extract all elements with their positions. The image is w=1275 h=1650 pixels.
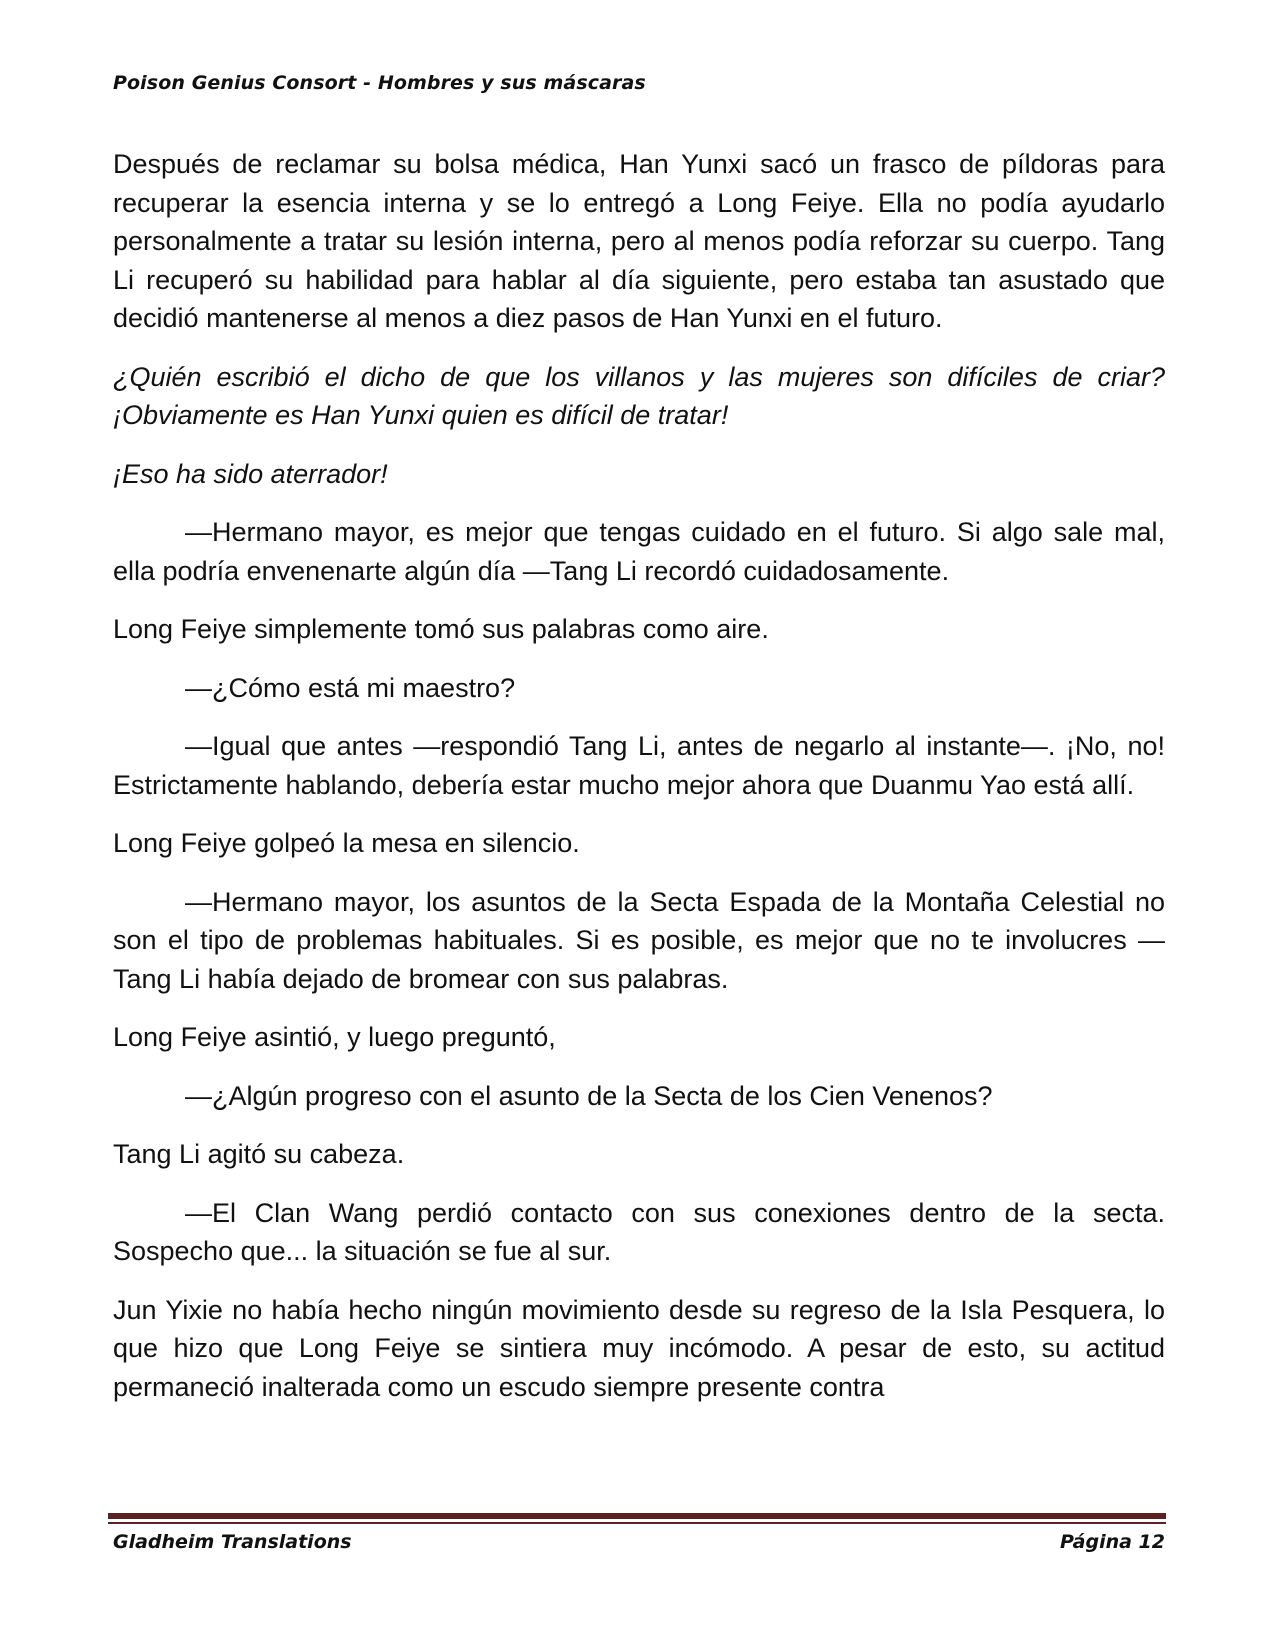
paragraph: —¿Cómo está mi maestro? — [185, 672, 516, 703]
paragraph: —Hermano mayor, los asuntos de la Secta Espada de la Montaña Celestial no son el tipo de problemas habituales. Si es posible, es mejor que no te involucres —Tang Li había dejado de bromear con sus palabras. — [113, 886, 1165, 994]
paragraph: Long Feiye golpeó la mesa en silencio. — [113, 828, 580, 858]
footer-page-number: Página 12 — [1059, 1531, 1165, 1553]
paragraph: ¡Eso ha sido aterrador! — [113, 458, 388, 489]
footer-rule-thick — [108, 1513, 1166, 1519]
paragraph: ¿Quién escribió el dicho de que los villanos y las mujeres son difíciles de criar? ¡Obviamente es Han Yunxi quien es difícil de tratar! — [113, 361, 1165, 430]
footer-publisher: Gladheim Translations — [113, 1531, 352, 1553]
paragraph: —Igual que antes —respondió Tang Li, antes de negarlo al instante—. ¡No, no! Estrictamente hablando, debería estar mucho mejor ahora que Duanmu Yao está allí. — [113, 731, 1165, 800]
paragraph: Jun Yixie no había hecho ningún movimiento desde su regreso de la Isla Pesquera, lo que hizo que Long Feiye se sintiera muy incómodo. A pesar de esto, su actitud permaneció inalterada como un escudo siempre presente contra — [113, 1294, 1165, 1402]
body-text — [113, 145, 1165, 1406]
paragraph: Long Feiye asintió, y luego preguntó, — [113, 1022, 556, 1052]
paragraph: —El Clan Wang perdió contacto con sus conexiones dentro de la secta. Sospecho que... la situación se fue al sur. — [113, 1197, 1165, 1266]
page-footer — [113, 1531, 1165, 1553]
paragraph: —Hermano mayor, es mejor que tengas cuidado en el futuro. Si algo sale mal, ella podría envenenarte algún día —Tang Li recordó cuidadosamente. — [113, 517, 1165, 586]
paragraph: —¿Algún progreso con el asunto de la Secta de los Cien Venenos? — [185, 1080, 993, 1111]
page-header: Poison Genius Consort - Hombres y sus máscaras — [113, 72, 646, 94]
paragraph: Long Feiye simplemente tomó sus palabras como aire. — [113, 614, 769, 644]
footer-rule-thin — [108, 1522, 1166, 1524]
paragraph: Tang Li agitó su cabeza. — [113, 1139, 405, 1169]
paragraph: Después de reclamar su bolsa médica, Han Yunxi sacó un frasco de píldoras para recuperar la esencia interna y se lo entregó a Long Feiye. Ella no podía ayudarlo personalmente a tratar su lesión interna, pero al menos podía reforzar su cuerpo. Tang Li recuperó su habilidad para hablar al día siguiente, pero estaba tan asustado que decidió mantenerse al menos a diez pasos de Han Yunxi en el futuro. — [113, 149, 1165, 333]
